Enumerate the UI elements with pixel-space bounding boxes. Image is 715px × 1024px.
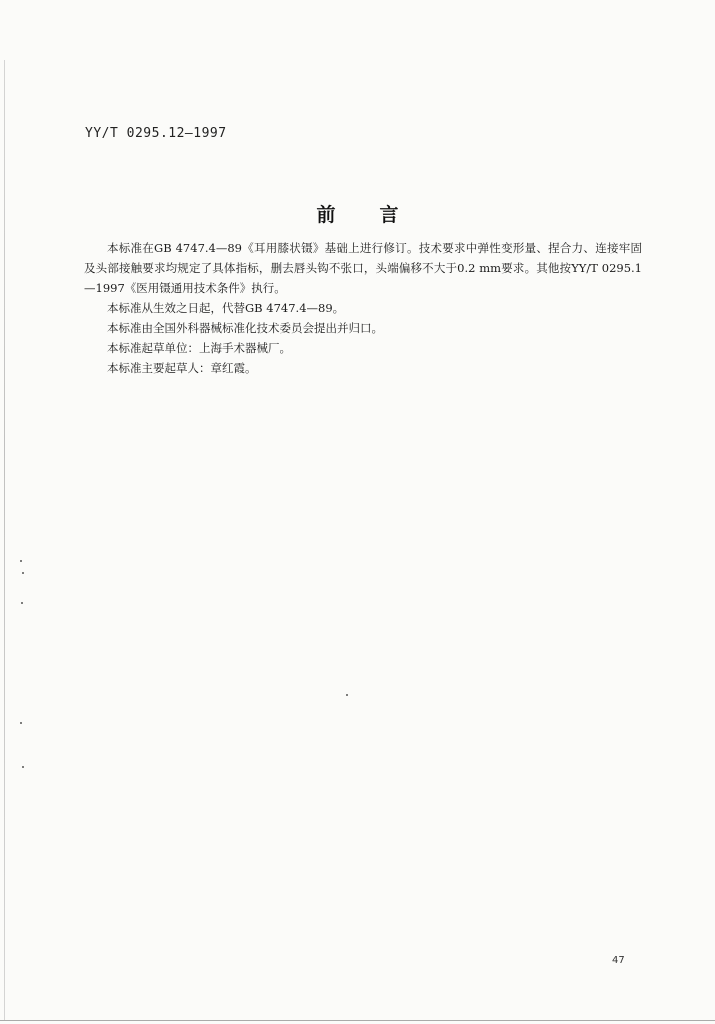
paragraph-main-drafter: 本标准主要起草人：章红霞。 [107,361,257,375]
paragraph-revision-basis: 本标准在GB 4747.4—89《耳用膝状镊》基础上进行修订。技术要求中弹性变形量、捏合力、连接牢固及头部接触要求均规定了具体指标，删去唇头钩不张口，头端偏移不大于0.2 mm要求。其他按YY/T 0295.1—1997《医用镊通用技术条件》执行。 [84,241,642,295]
scan-speck [346,694,348,696]
paragraph-proposed-by: 本标准由全国外科器械标准化技术委员会提出并归口。 [107,321,383,335]
scan-edge-bottom [0,1020,715,1021]
paragraph-replacement: 本标准从生效之日起，代替GB 4747.4—89。 [107,301,345,315]
foreword-body [84,238,642,378]
standard-code: YY/T 0295.12—1997 [85,126,227,141]
paragraph-drafting-unit: 本标准起草单位：上海手术器械厂。 [107,341,291,355]
scan-speck [20,722,22,724]
page-title: 前言 [316,204,443,226]
page-number: 47 [612,955,625,966]
scan-speck [22,572,24,574]
scan-speck [21,602,23,604]
scan-speck [20,560,22,562]
scan-speck [22,766,24,768]
